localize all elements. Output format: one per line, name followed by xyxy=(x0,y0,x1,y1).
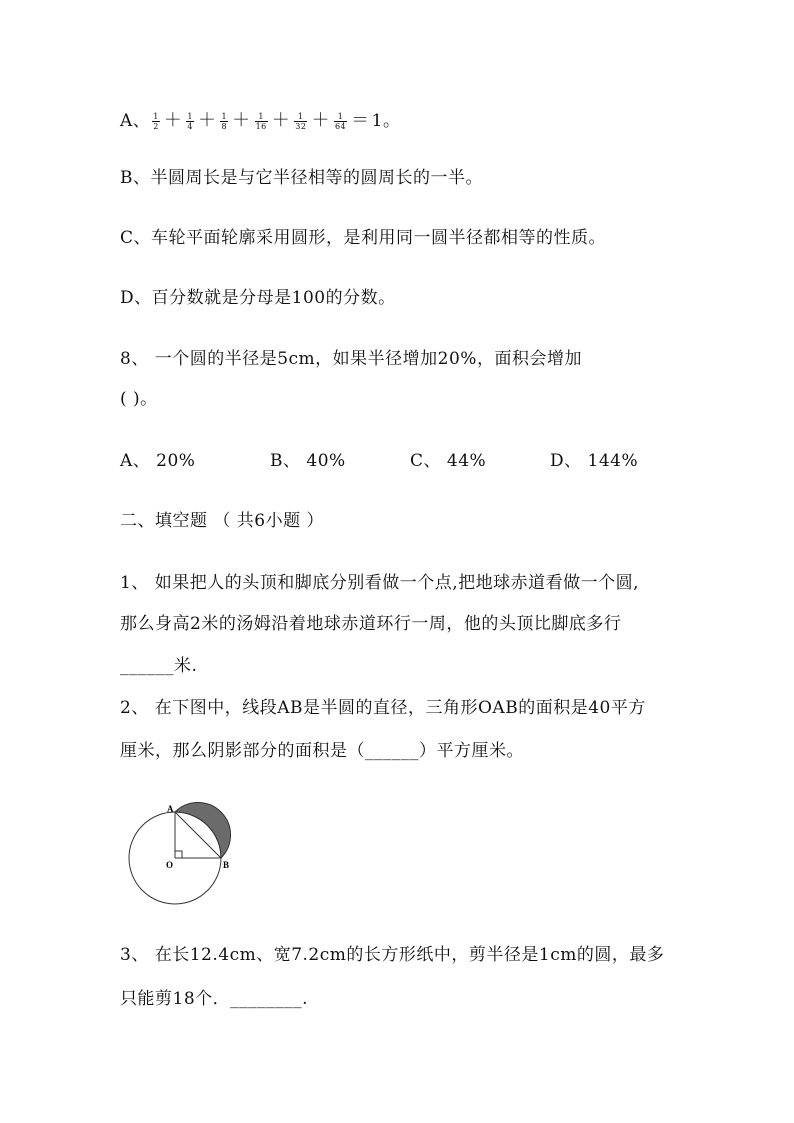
option-a-prefix: A、 xyxy=(120,111,151,131)
fill1-line-1: 1、 如果把人的头顶和脚底分别看做一个点,把地球赤道看做一个圆, xyxy=(120,573,640,593)
denominator: 8 xyxy=(221,122,228,131)
q8-options xyxy=(120,450,680,472)
section-heading: 二、填空题 （ 共6小题 ） xyxy=(120,511,325,531)
fraction-1-8 xyxy=(220,112,228,131)
equals-sign: ＝ xyxy=(351,110,370,131)
numerator: 1 xyxy=(153,112,159,121)
fill1-line-3: ______米. xyxy=(120,656,198,676)
fill1-line-2: 那么身高2米的汤姆沿着地球赤道环行一周，他的头顶比脚底多行 xyxy=(120,614,622,634)
fill3-line-2: 只能剪18个．________. xyxy=(120,989,309,1009)
fill2-line-2: 厘米，那么阴影部分的面积是（______）平方厘米。 xyxy=(120,741,524,761)
option-c: C、车轮平面轮廓采用圆形，是利用同一圆半径都相等的性质。 xyxy=(120,228,607,248)
plus-sign: ＋ xyxy=(197,110,217,131)
denominator: 64 xyxy=(334,122,347,131)
denominator: 2 xyxy=(153,122,159,131)
numerator: 1 xyxy=(255,112,268,122)
plus-sign: ＋ xyxy=(311,110,330,131)
option-b: B、半圆周长是与它半径相等的圆周长的一半。 xyxy=(120,168,483,188)
fill3-line-1: 3、 在长12.4cm、宽7.2cm的长方形纸中，剪半径是1cm的圆，最多 xyxy=(120,945,665,965)
numerator: 1 xyxy=(334,112,347,122)
label-a: A xyxy=(167,804,174,814)
option-a-result: 1。 xyxy=(371,111,401,131)
fraction-1-64 xyxy=(334,112,347,131)
q8-option-b: B、 40% xyxy=(270,451,346,471)
fraction-1-16 xyxy=(255,112,268,131)
semicircle-figure xyxy=(120,790,250,910)
q8-option-d: D、 144% xyxy=(550,451,639,471)
plus-sign: ＋ xyxy=(163,110,183,131)
fraction-1-32 xyxy=(294,112,307,131)
q8-text-line-2: ( )。 xyxy=(120,389,158,409)
q8-option-c: C、 44% xyxy=(410,451,487,471)
plus-sign: ＋ xyxy=(232,110,251,131)
denominator: 4 xyxy=(187,122,193,131)
q8-text-line-1: 8、 一个圆的半径是5cm，如果半径增加20%，面积会增加 xyxy=(120,349,582,369)
denominator: 16 xyxy=(255,122,267,131)
shaded-region xyxy=(175,802,231,858)
option-d: D、百分数就是分母是100的分数。 xyxy=(120,288,396,308)
numerator: 1 xyxy=(294,112,307,122)
fraction-1-2 xyxy=(152,112,160,131)
plus-sign: ＋ xyxy=(271,110,291,131)
right-angle-marker xyxy=(175,851,182,858)
q8-option-a: A、 20% xyxy=(120,451,196,471)
denominator: 32 xyxy=(295,122,307,131)
fill2-line-1: 2、 在下图中，线段AB是半圆的直径，三角形OAB的面积是40平方 xyxy=(120,698,646,718)
fraction-1-4 xyxy=(186,112,194,131)
option-a xyxy=(120,110,400,132)
label-o: O xyxy=(166,860,174,870)
label-b: B xyxy=(223,860,230,870)
numerator: 1 xyxy=(187,112,193,121)
numerator: 1 xyxy=(221,112,228,121)
